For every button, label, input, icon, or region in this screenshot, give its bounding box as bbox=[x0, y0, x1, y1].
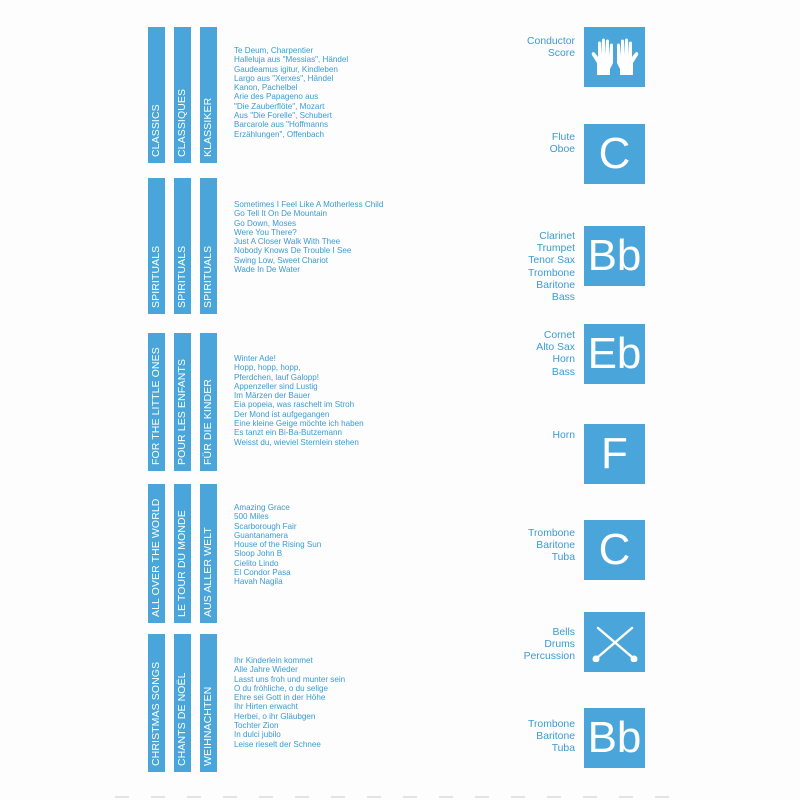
list-item: Barcarole aus "Hoffmanns bbox=[234, 120, 329, 130]
list-item: Swing Low, Sweet Chariot bbox=[234, 255, 329, 265]
instrument-names bbox=[527, 36, 575, 60]
list-item: In dulci jubilo bbox=[234, 730, 281, 740]
key-box bbox=[584, 612, 645, 672]
instrument-name: Tuba bbox=[551, 552, 575, 564]
key-symbol: F bbox=[601, 429, 628, 478]
section-christmas-songs bbox=[148, 634, 408, 772]
section-label: LE TOUR DU MONDE bbox=[176, 510, 188, 617]
instrument-names bbox=[528, 231, 575, 304]
list-item: House of the Rising Sun bbox=[234, 540, 322, 550]
instrument-name: Conductor bbox=[527, 36, 575, 47]
section-for-the-little-ones bbox=[148, 333, 408, 471]
list-item: Winter Ade! bbox=[234, 354, 276, 363]
instrument-flute-oboe bbox=[440, 124, 645, 184]
list-item: Appenzeller sind Lustig bbox=[234, 381, 318, 391]
instrument-name: Baritone bbox=[536, 731, 575, 743]
section-label: CHANTS DE NOËL bbox=[176, 672, 188, 766]
instrument-trombone-c bbox=[440, 520, 645, 580]
label-bar-french bbox=[174, 178, 191, 314]
list-item: Cielito Lindo bbox=[234, 558, 279, 568]
section-label: ALL OVER THE WORLD bbox=[150, 498, 162, 617]
instrument-percussion bbox=[440, 612, 645, 672]
label-bar-english bbox=[148, 634, 165, 772]
drumsticks-icon bbox=[591, 622, 639, 662]
instrument-names bbox=[524, 627, 575, 664]
section-spirituals bbox=[148, 178, 408, 314]
list-item: Arie des Papageno aus bbox=[234, 92, 319, 102]
instrument-clarinet-group bbox=[440, 226, 645, 304]
instrument-name: Alto Sax bbox=[536, 342, 575, 354]
instrument-name: Bells bbox=[552, 627, 575, 638]
list-item: Tochter Zion bbox=[234, 721, 279, 731]
label-bar-french bbox=[174, 484, 191, 623]
section-label: CHRISTMAS SONGS bbox=[150, 661, 162, 766]
section-label: POUR LES ENFANTS bbox=[176, 358, 188, 465]
instrument-horn bbox=[440, 424, 645, 484]
list-item: Lasst uns froh und munter sein bbox=[234, 674, 346, 684]
list-item: Sloop John B bbox=[234, 549, 283, 559]
list-item: Erzählungen", Offenbach bbox=[234, 129, 325, 139]
list-item: Der Mond ist aufgegangen bbox=[234, 409, 330, 419]
instrument-name: Trumpet bbox=[536, 243, 575, 255]
instrument-names bbox=[552, 430, 575, 442]
list-item: Es tanzt ein Bi-Ba-Butzemann bbox=[234, 428, 342, 438]
instrument-name: Trombone bbox=[528, 719, 575, 730]
list-item: O du fröhliche, o du selige bbox=[234, 683, 329, 693]
list-item: Just A Closer Walk With Thee bbox=[234, 237, 341, 247]
list-item: Sometimes I Feel Like A Motherless Child bbox=[234, 200, 384, 209]
label-bar-french bbox=[174, 634, 191, 772]
instrument-name: Drums bbox=[544, 639, 575, 651]
section-label: WEIHNACHTEN bbox=[202, 686, 214, 766]
key-box bbox=[584, 226, 645, 286]
list-item: 500 Miles bbox=[234, 512, 269, 522]
instrument-name: Baritone bbox=[536, 279, 575, 291]
section-label: CLASSIQUES bbox=[176, 88, 188, 157]
instrument-name: Horn bbox=[552, 354, 575, 366]
instrument-name: Trombone bbox=[528, 267, 575, 279]
list-item: Im Märzen der Bauer bbox=[234, 391, 311, 401]
instrument-name: Bass bbox=[551, 292, 575, 304]
section-label: FÜR DIE KINDER bbox=[202, 379, 214, 465]
footer-rule bbox=[115, 796, 685, 798]
list-item: Leise rieselt der Schnee bbox=[234, 739, 321, 749]
list-item: Eia popeia, was raschelt im Stroh bbox=[234, 400, 355, 410]
list-item: Go Down, Moses bbox=[234, 218, 297, 228]
instrument-names bbox=[528, 719, 575, 756]
instrument-trombone-bb bbox=[440, 708, 645, 768]
list-item: Pferdchen, lauf Galopp! bbox=[234, 372, 320, 382]
label-bar-german bbox=[200, 634, 217, 772]
label-bar-german bbox=[200, 178, 217, 314]
instrument-name: Trombone bbox=[528, 528, 575, 539]
list-item: Havah Nagila bbox=[234, 577, 283, 587]
label-bar-english bbox=[148, 333, 165, 471]
instrument-name: Flute bbox=[551, 132, 575, 143]
instrument-name: Cornet bbox=[543, 330, 575, 341]
list-item: Gaudeamus igitur, Kindleben bbox=[234, 64, 338, 74]
list-item: Nobody Knows De Trouble I See bbox=[234, 246, 352, 256]
song-list bbox=[234, 503, 321, 587]
instrument-name: Score bbox=[547, 48, 575, 60]
key-symbol: Eb bbox=[587, 329, 642, 378]
key-box bbox=[584, 708, 645, 768]
list-item: Ihr Hirten erwacht bbox=[234, 702, 298, 712]
instrument-conductor-score bbox=[440, 27, 645, 87]
instrument-name: Tuba bbox=[551, 743, 575, 755]
section-label: KLASSIKER bbox=[202, 97, 214, 157]
instrument-name: Tenor Sax bbox=[528, 255, 575, 267]
song-list bbox=[234, 46, 348, 139]
list-item: Eine kleine Geige möchte ich haben bbox=[234, 419, 364, 429]
list-item: Ehre sei Gott in der Höhe bbox=[234, 693, 326, 703]
section-label: SPIRITUALS bbox=[150, 245, 162, 308]
key-box bbox=[584, 424, 645, 484]
list-item: Alle Jahre Wieder bbox=[234, 665, 298, 675]
list-item: Were You There? bbox=[234, 227, 297, 237]
instrument-name: Baritone bbox=[536, 540, 575, 552]
key-symbol: Bb bbox=[587, 231, 642, 280]
song-list bbox=[234, 200, 383, 274]
label-bar-german bbox=[200, 333, 217, 471]
label-bar-german bbox=[200, 484, 217, 623]
key-box bbox=[584, 520, 645, 580]
section-label: AUS ALLER WELT bbox=[202, 527, 214, 617]
label-bar-french bbox=[174, 333, 191, 471]
instrument-name: Clarinet bbox=[539, 231, 575, 242]
list-item: "Die Zauberflöte", Mozart bbox=[234, 101, 325, 111]
list-item: Weisst du, wieviel Sternlein stehen bbox=[234, 437, 359, 447]
key-symbol: Bb bbox=[587, 713, 642, 762]
label-bar-french bbox=[174, 27, 191, 163]
instrument-name: Horn bbox=[552, 430, 575, 441]
list-item: Scarborough Fair bbox=[234, 521, 297, 531]
list-item: Herbei, o ihr Gläubgen bbox=[234, 711, 316, 721]
instrument-name: Oboe bbox=[549, 144, 575, 156]
hands-icon bbox=[589, 37, 641, 77]
list-item: Kanon, Pachelbel bbox=[234, 83, 298, 93]
label-bar-german bbox=[200, 27, 217, 163]
instrument-name: Percussion bbox=[523, 651, 575, 663]
song-list bbox=[234, 656, 345, 749]
label-bar-english bbox=[148, 178, 165, 314]
list-item: Amazing Grace bbox=[234, 503, 290, 512]
list-item: Te Deum, Charpentier bbox=[234, 46, 314, 55]
list-item: Hopp, hopp, hopp, bbox=[234, 363, 301, 373]
section-label: FOR THE LITTLE ONES bbox=[150, 347, 162, 465]
instrument-cornet-group bbox=[440, 324, 645, 384]
instrument-names bbox=[550, 132, 575, 156]
list-item: Halleluja aus "Messias", Händel bbox=[234, 55, 349, 65]
label-bar-english bbox=[148, 27, 165, 163]
section-classics bbox=[148, 27, 408, 163]
instrument-names bbox=[536, 330, 575, 379]
instrument-names bbox=[528, 528, 575, 565]
key-box bbox=[584, 124, 645, 184]
section-label: CLASSICS bbox=[150, 104, 162, 157]
list-item: Ihr Kinderlein kommet bbox=[234, 656, 313, 665]
section-label: SPIRITUALS bbox=[176, 245, 188, 308]
key-symbol: C bbox=[598, 525, 631, 574]
key-box bbox=[584, 324, 645, 384]
list-item: Wade In De Water bbox=[234, 265, 300, 275]
label-bar-english bbox=[148, 484, 165, 623]
list-item: Go Tell It On De Mountain bbox=[234, 209, 327, 219]
list-item: Guantanamera bbox=[234, 530, 288, 540]
instrument-name: Bass bbox=[551, 366, 575, 378]
section-label: SPIRITUALS bbox=[202, 245, 214, 308]
list-item: El Condor Pasa bbox=[234, 568, 291, 578]
section-all-over-the-world bbox=[148, 484, 408, 623]
song-list bbox=[234, 354, 364, 447]
key-symbol: C bbox=[598, 129, 631, 178]
key-box bbox=[584, 27, 645, 87]
list-item: Aus "Die Forelle", Schubert bbox=[234, 111, 332, 121]
list-item: Largo aus "Xerxes", Händel bbox=[234, 73, 334, 83]
